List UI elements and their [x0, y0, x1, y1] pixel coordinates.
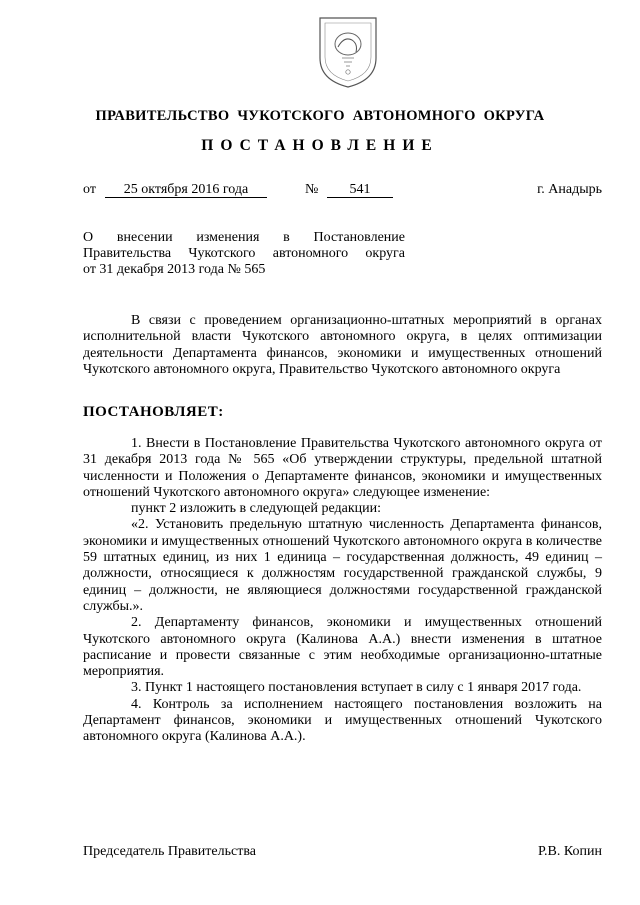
document-subject [83, 230, 405, 278]
paragraph: 2. Департаменту финансов, экономики и имущественных отношений Чукотского автономного округа (Калинова А.А.) внести изменения в штатное расписание и провести связанные с этим необходимые организационно-штатные мероприятия. [83, 615, 602, 680]
subject-line: Правительства Чукотского автономного округа [83, 246, 405, 261]
intro-paragraph: В связи с проведением организационно-штатных мероприятий в органах исполнительной власти Чукотского автономного округа, в целях оптимизации деятельности Департамента финансов, экономики и имущественных отношений Чукотского автономного округа, Правительство Чукотского автономного округа [83, 313, 602, 377]
government-name: ПРАВИТЕЛЬСТВО ЧУКОТСКОГО АВТОНОМНОГО ОКРУГА [95, 108, 545, 124]
date-line [83, 182, 602, 202]
document-number: 541 [327, 182, 393, 198]
resolution-body [83, 436, 602, 746]
paragraph: 1. Внести в Постановление Правительства Чукотского автономного округа от 31 декабря 2013 года № 565 «Об утверждении структуры, предельной штатной численности и Положения о Департаменте финансов, экономики и имущественных отношений Чукотского автономного округа» следующее изменение: [83, 436, 602, 500]
paragraph: «2. Установить предельную штатную численность Департамента финансов, экономики и имущественных отношений Чукотского автономного округа в количестве 59 штатных единиц, из них 1 единица – государственная должность, 49 единиц – должности, относящиеся к должностям государственной гражданской службы, 9 единиц – должности, не являющиеся должностями государственной гражданской службы.». [83, 517, 602, 614]
subject-line: О внесении изменения в Постановление [83, 230, 405, 245]
document-city: г. Анадырь [537, 182, 602, 197]
coat-of-arms-icon [316, 14, 380, 90]
paragraph: пункт 2 изложить в следующей редакции: [131, 501, 381, 517]
paragraph: 4. Контроль за исполнением настоящего постановления возложить на Департамент финансов, экономики и имущественных отношений Чукотского автономного округа (Калинова А.А.). [83, 696, 602, 745]
number-label: № [305, 182, 319, 197]
intro-section [83, 313, 602, 378]
document-type: ПОСТАНОВЛЕНИЕ [201, 137, 439, 154]
paragraph: 3. Пункт 1 настоящего постановления вступает в силу с 1 января 2017 года. [131, 680, 582, 696]
signatory-position: Председатель Правительства [83, 844, 256, 859]
date-prefix: от [83, 182, 96, 197]
signatory-name: Р.В. Копин [538, 844, 602, 859]
document-date: 25 октября 2016 года [105, 182, 267, 198]
subject-line: от 31 декабря 2013 года № 565 [83, 262, 266, 277]
resolves-heading: ПОСТАНОВЛЯЕТ: [83, 404, 224, 420]
